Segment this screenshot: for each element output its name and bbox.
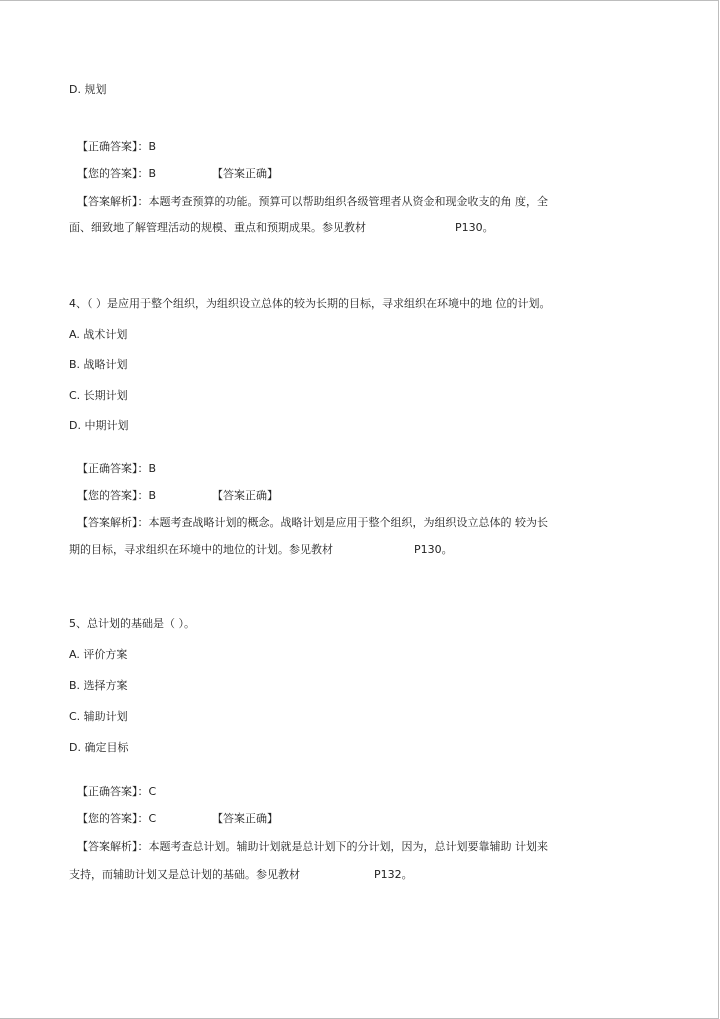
question-4-stem: 4、（ ）是应用于整个组织，为组织设立总体的较为长期的目标，寻求组织在环境中的地 位的计划。 bbox=[69, 297, 551, 310]
question-4-option-d: D. 中期计划 bbox=[69, 419, 129, 432]
answer-analysis: 【答案解析】：本题考查预算的功能。预算可以帮助组织各级管理者从资金和现金收支的角 度，全 bbox=[77, 195, 548, 208]
answer-analysis-continued: 面、细致地了解管理活动的规模、重点和预期成果。参见教材 bbox=[69, 221, 366, 234]
question-5-correct-answer: 【正确答案】：C bbox=[77, 785, 157, 798]
question-4-analysis-continued: 期的目标，寻求组织在环境中的地位的计划。参见教材 bbox=[69, 543, 333, 556]
answer-result: 【答案正确】 bbox=[212, 167, 278, 180]
question-5-stem: 5、总计划的基础是（ ）。 bbox=[69, 617, 195, 630]
question-5-page-reference: P132。 bbox=[374, 868, 413, 881]
question-4-result: 【答案正确】 bbox=[212, 489, 278, 502]
question-4-option-c: C. 长期计划 bbox=[69, 389, 128, 402]
question-4-option-a: A. 战术计划 bbox=[69, 328, 128, 341]
question-4-analysis: 【答案解析】：本题考查战略计划的概念。战略计划是应用于整个组织，为组织设立总体的 较为长 bbox=[77, 516, 548, 529]
question-4-your-answer: 【您的答案】：B bbox=[77, 489, 157, 502]
question-5-your-answer: 【您的答案】：C bbox=[77, 812, 157, 825]
question-4-option-b: B. 战略计划 bbox=[69, 358, 128, 371]
question-5-option-b: B. 选择方案 bbox=[69, 679, 128, 692]
question-5-option-c: C. 辅助计划 bbox=[69, 710, 128, 723]
question-4-correct-answer: 【正确答案】：B bbox=[77, 462, 157, 475]
question-5-analysis: 【答案解析】：本题考查总计划。辅助计划就是总计划下的分计划，因为，总计划要靠辅助 计划来 bbox=[77, 840, 548, 853]
question-5-analysis-continued: 支持，而辅助计划又是总计划的基础。参见教材 bbox=[69, 868, 300, 881]
option-d: D. 规划 bbox=[69, 83, 107, 96]
page-reference: P130。 bbox=[455, 221, 494, 234]
question-4-page-reference: P130。 bbox=[414, 543, 453, 556]
question-5-option-d: D. 确定目标 bbox=[69, 741, 129, 754]
question-5-option-a: A. 评价方案 bbox=[69, 648, 128, 661]
question-5-result: 【答案正确】 bbox=[212, 812, 278, 825]
your-answer: 【您的答案】：B bbox=[77, 167, 157, 180]
correct-answer: 【正确答案】：B bbox=[77, 140, 157, 153]
